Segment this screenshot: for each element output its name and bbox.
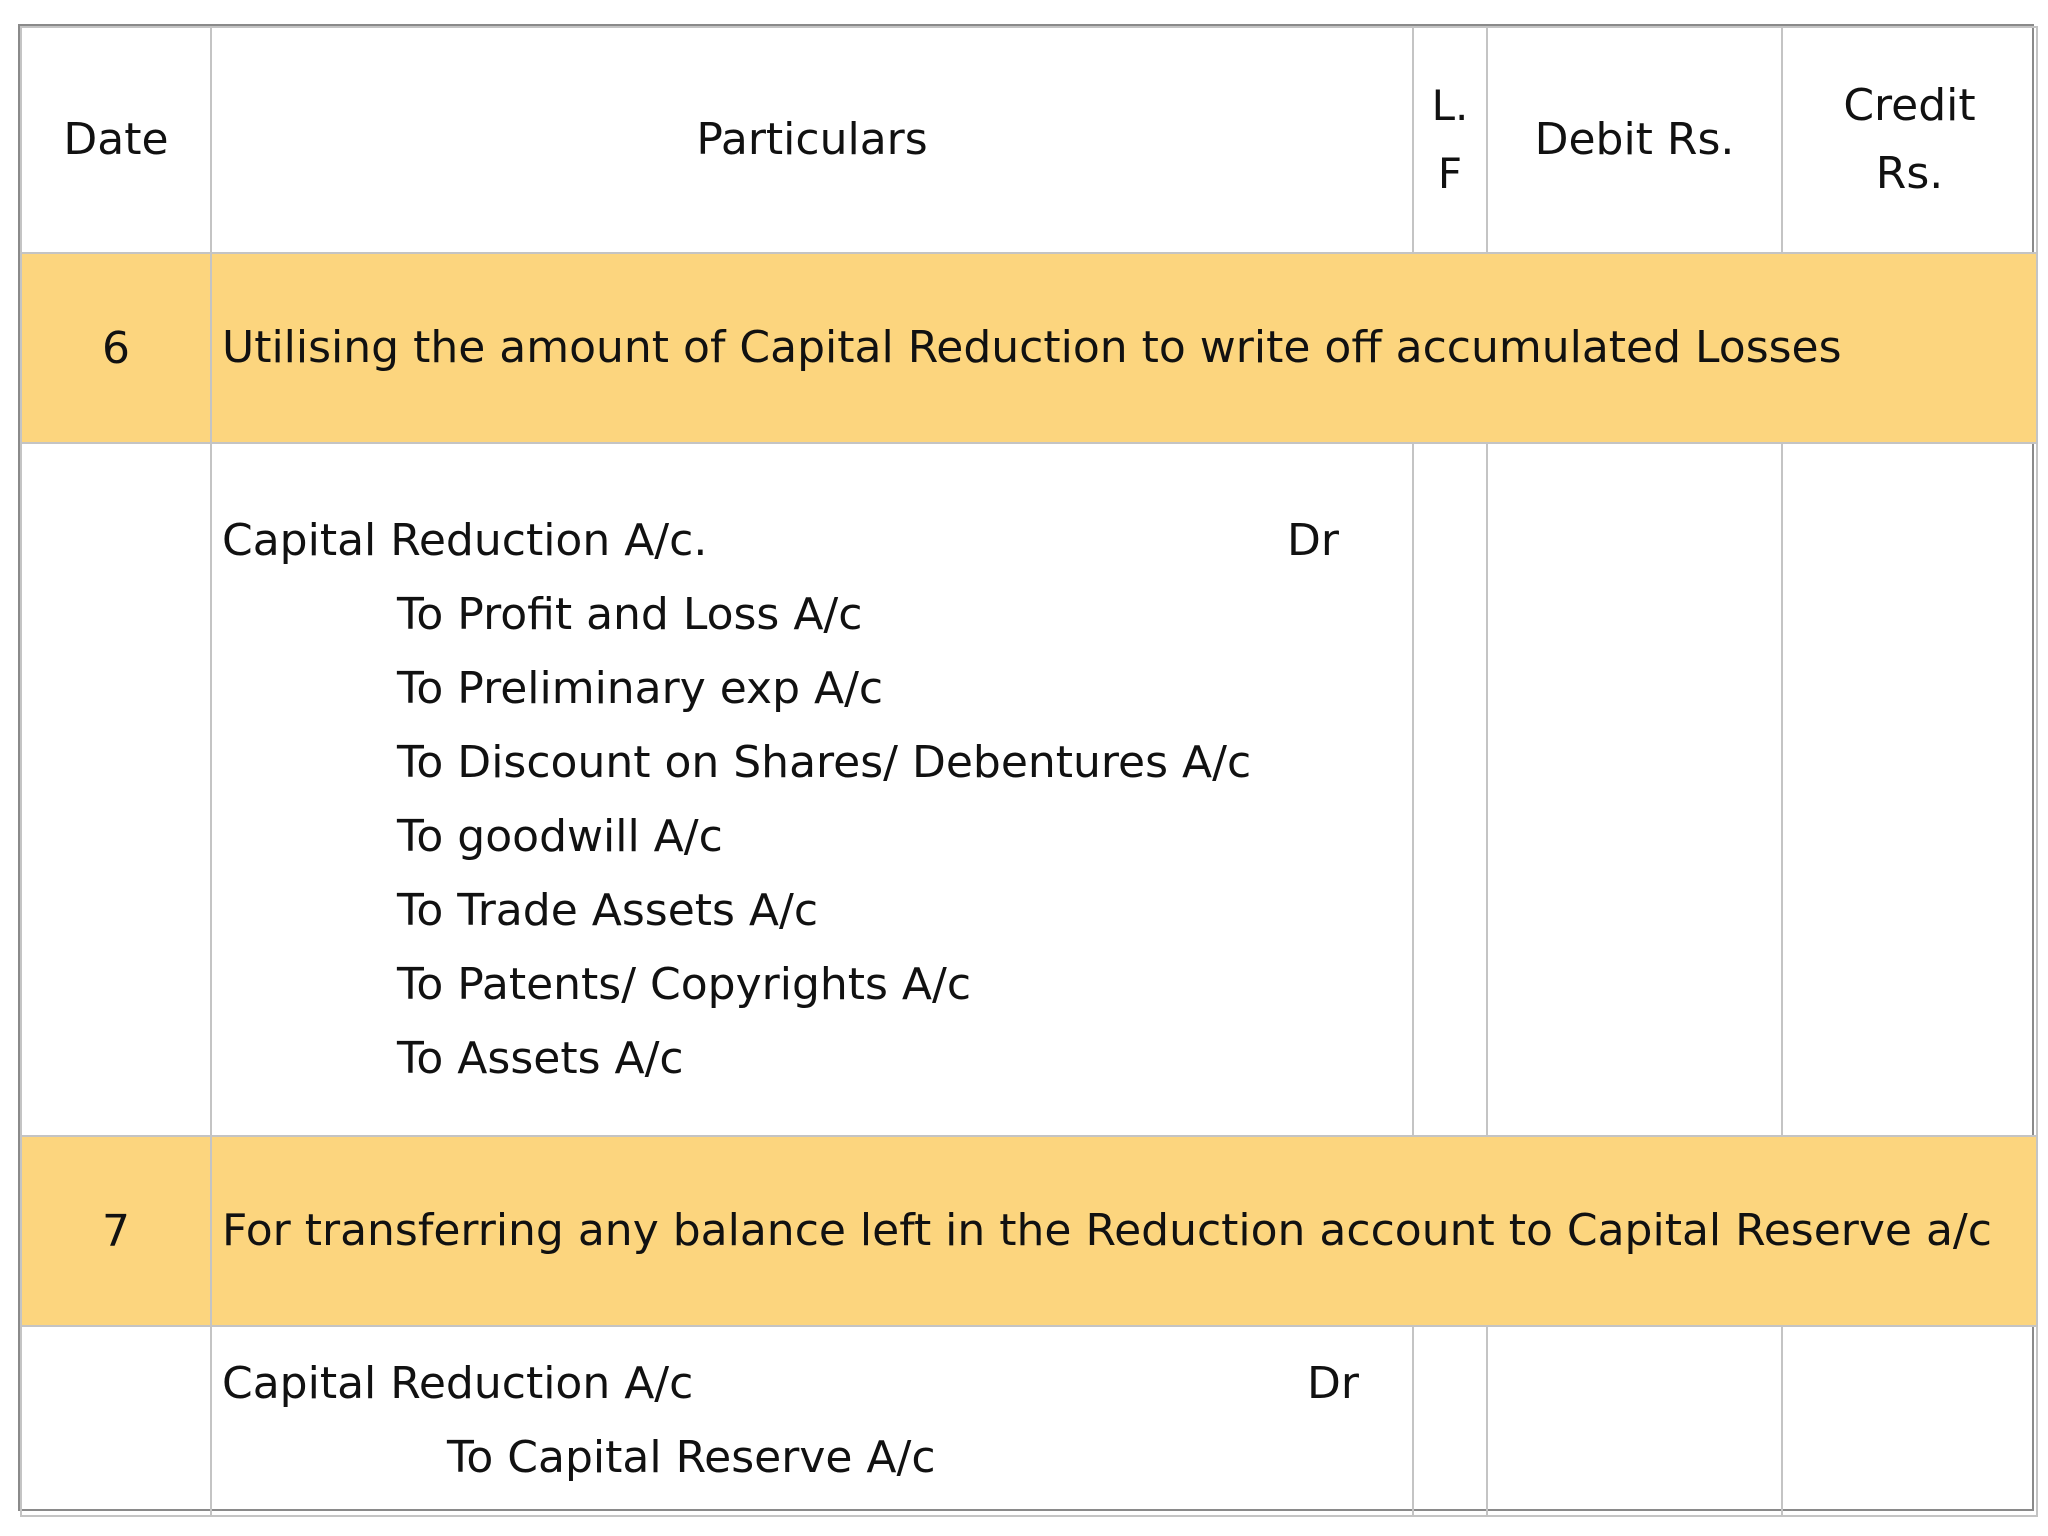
debit-account-line	[212, 504, 1412, 578]
entry-debit-cell	[1487, 1326, 1782, 1516]
header-particulars: Particulars	[211, 27, 1413, 253]
header-date: Date	[21, 27, 211, 253]
debit-account: Capital Reduction A/c.	[222, 515, 708, 566]
debit-account: Capital Reduction A/c	[222, 1358, 694, 1409]
credit-account: To Preliminary exp A/c	[397, 663, 884, 714]
credit-account: To Assets A/c	[397, 1033, 684, 1084]
entry-row-6	[21, 443, 2037, 1136]
dr-label: Dr	[1287, 515, 1339, 566]
step-description: Utilising the amount of Capital Reduction to write off accumulated Losses	[211, 253, 2037, 443]
credit-account: To Patents/ Copyrights A/c	[397, 959, 972, 1010]
credit-account: To Capital Reserve A/c	[447, 1432, 936, 1483]
entry-particulars-cell	[211, 443, 1413, 1136]
entry-lf-cell	[1413, 443, 1487, 1136]
entry-debit-cell	[1487, 443, 1782, 1136]
header-lf	[1413, 27, 1487, 253]
journal-table	[20, 26, 2038, 1517]
journal-table-container	[18, 24, 2034, 1511]
step-number: 6	[21, 253, 211, 443]
credit-account: To Discount on Shares/ Debentures A/c	[397, 737, 1252, 788]
step-row-6	[21, 253, 2037, 443]
dr-label: Dr	[1307, 1358, 1359, 1409]
entry-row-7	[21, 1326, 2037, 1516]
step-row-7	[21, 1136, 2037, 1326]
header-lf-line1: L.	[1431, 81, 1469, 130]
credit-account: To Trade Assets A/c	[397, 885, 819, 936]
entry-particulars-cell	[211, 1326, 1413, 1516]
entry-credit-cell	[1782, 1326, 2037, 1516]
header-credit	[1782, 27, 2037, 253]
debit-account-line	[212, 1347, 1412, 1421]
entry-credit-cell	[1782, 443, 2037, 1136]
header-lf-line2: F	[1437, 149, 1463, 198]
step-number: 7	[21, 1136, 211, 1326]
entry-date-cell	[21, 1326, 211, 1516]
header-debit: Debit Rs.	[1487, 27, 1782, 253]
header-row	[21, 27, 2037, 253]
credit-account: To goodwill A/c	[397, 811, 723, 862]
credit-account: To Profit and Loss A/c	[397, 589, 863, 640]
entry-date-cell	[21, 443, 211, 1136]
step-description: For transferring any balance left in the Reduction account to Capital Reserve a/c	[211, 1136, 2037, 1326]
header-credit-line2: Rs.	[1875, 148, 1944, 199]
header-credit-line1: Credit	[1843, 80, 1976, 131]
entry-lf-cell	[1413, 1326, 1487, 1516]
